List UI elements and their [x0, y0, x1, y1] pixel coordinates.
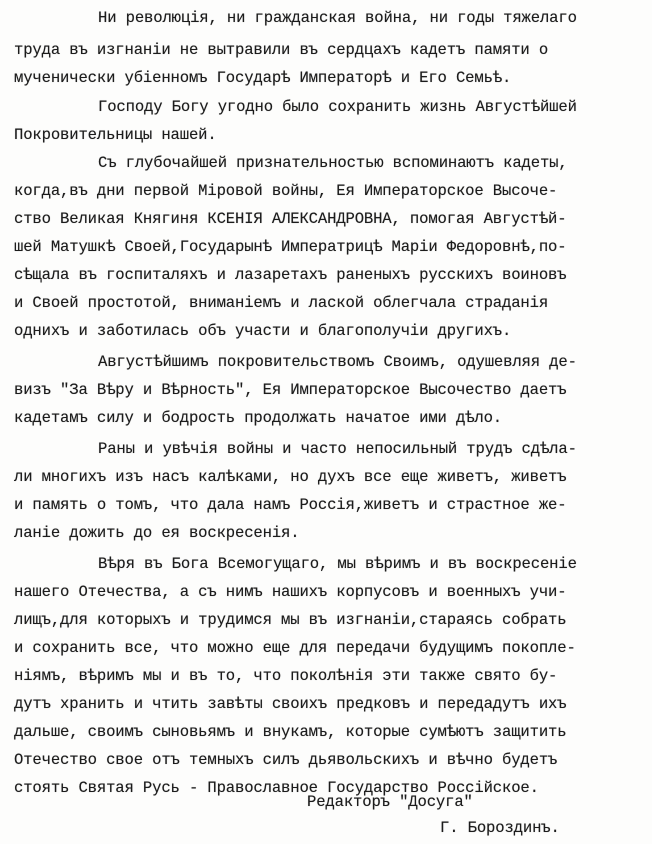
- text-line: Августѣйшимъ покровительствомъ Своимъ, одушевляя де-: [98, 353, 577, 371]
- text-line: Ни революція, ни гражданская война, ни годы тяжелаго: [98, 9, 577, 27]
- text-line: стоять Святая Русь - Православное Государство Россійское.: [14, 779, 539, 797]
- text-line: кадетамъ силу и бодрость продолжать начатое ими дѣло.: [14, 409, 503, 427]
- text-line: ли многихъ изъ насъ калѣками, но духъ все еще живетъ, живетъ: [14, 468, 567, 486]
- text-line: нашего Отечества, а съ нимъ нашихъ корпусовъ и военныхъ учи-: [14, 583, 567, 601]
- text-line: и Своей простотой, вниманіемъ и лаской облегчала страданія: [14, 294, 549, 312]
- text-line: лищъ,для которыхъ и трудимся мы въ изгнаніи,стараясь собрать: [14, 611, 567, 629]
- text-line: шей Матушкѣ Своей,Государынѣ Императрицѣ Маріи Федоровнѣ,по-: [14, 238, 567, 256]
- text-line: ство Великая Княгиня КСЕНІЯ АЛЕКСАНДРОВНА, помогая Августѣй-: [14, 210, 567, 228]
- text-line: мученически убіенномъ Государѣ Императорѣ и Его Семьѣ.: [14, 69, 512, 87]
- text-line: визъ "За Вѣру и Вѣрность", Ея Императорское Высочество даетъ: [14, 381, 567, 399]
- editor-title: Редакторъ "Досуга": [307, 793, 473, 811]
- text-line: и память о томъ, что дала намъ Россія,живетъ и страстное же-: [14, 496, 567, 514]
- text-line: Покровительницы нашей.: [14, 126, 217, 144]
- text-line: однихъ и заботилась объ участи и благополучіи другихъ.: [14, 322, 512, 340]
- editor-name: Г. Бороздинъ.: [440, 819, 560, 837]
- text-line: сѣщала въ госпиталяхъ и лазаретахъ раненыхъ русскихъ воиновъ: [14, 266, 567, 284]
- text-line: Раны и увѣчія войны и часто непосильный трудъ сдѣла-: [98, 440, 577, 458]
- text-line: дальше, своимъ сыновьямъ и внукамъ, которые сумѣютъ защитить: [14, 723, 567, 741]
- text-line: Вѣря въ Бога Всемогущаго, мы вѣримъ и въ воскресеніе: [98, 555, 577, 573]
- text-line: дутъ хранить и чтить завѣты своихъ предковъ и передадутъ ихъ: [14, 695, 567, 713]
- text-line: Господу Богу угодно было сохранить жизнь Августѣйшей: [98, 98, 577, 116]
- text-line: ланіе дожить до ея воскресенія.: [14, 524, 300, 542]
- text-line: Отечество свое отъ темныхъ силъ дьявольскихъ и вѣчно будетъ: [14, 751, 558, 769]
- text-line: Съ глубочайшей признательностью вспоминаютъ кадеты,: [98, 154, 568, 172]
- text-line: труда въ изгнаніи не вытравили въ сердцахъ кадетъ памяти о: [14, 41, 549, 59]
- text-line: когда,въ дни первой Міровой войны, Ея Императорское Высоче-: [14, 182, 558, 200]
- text-line: ніямъ, вѣримъ мы и въ то, что поколѣнія эти также свято бу-: [14, 667, 558, 685]
- text-line: и сохранить все, что можно еще для передачи будущимъ покопле-: [14, 639, 576, 657]
